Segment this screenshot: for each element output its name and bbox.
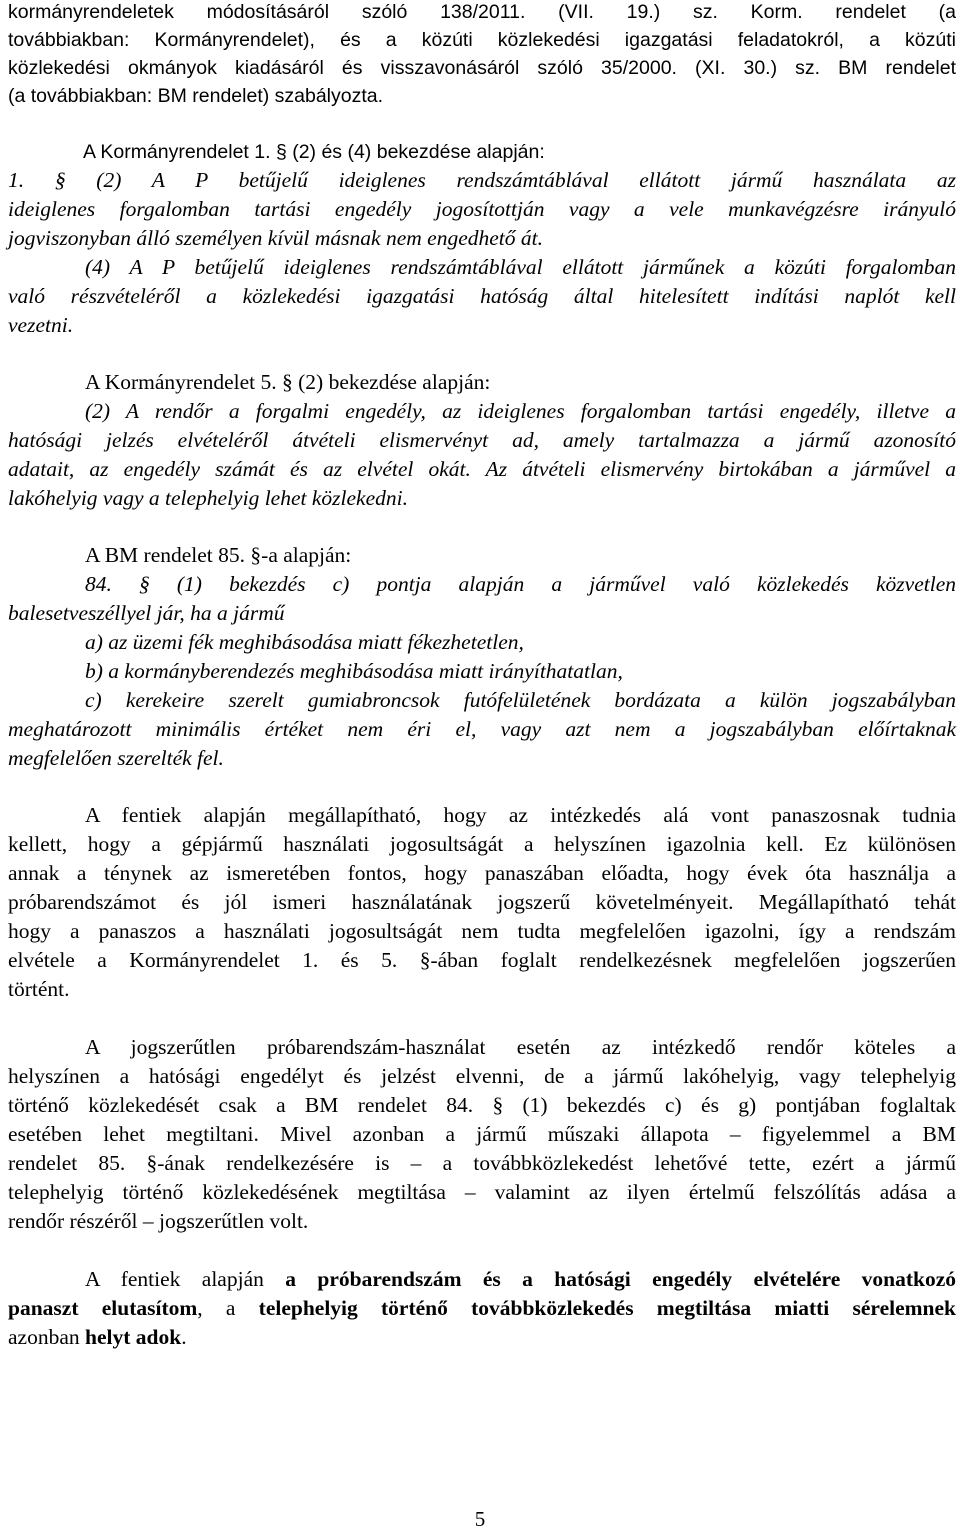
paragraph-line: rendelet 85. §-ának rendelkezésére is – a továbbközlekedést lehetővé tette, ezért a jármű (8, 1151, 956, 1175)
quote-line: jogviszonyban álló személyen kívül másnak nem engedhető át. (8, 226, 543, 250)
quote-line: lakóhelyig vagy a telephelyig lehet közlekedni. (8, 486, 408, 510)
section-heading: A Kormányrendelet 1. § (2) és (4) bekezdése alapján: (83, 141, 545, 163)
quote-line: megfelelően szerelték fel. (8, 746, 224, 770)
section-heading: A Kormányrendelet 5. § (2) bekezdése alapján: (85, 370, 491, 394)
paragraph-line: A jogszerűtlen próbarendszám-használat esetén az intézkedő rendőr köteles a (85, 1035, 956, 1059)
conclusion-bold-text: panaszt elutasítom (8, 1296, 198, 1320)
conclusion-bold-text: helyt adok (85, 1325, 182, 1349)
quote-line: c) kerekeire szerelt gumiabroncsok futófelületének bordázata a külön jogszabályban (85, 688, 956, 712)
paragraph-line: telephelyig történő közlekedésének megtiltása – valamint az ilyen értelmű felszólítás adása a (8, 1180, 956, 1204)
conclusion-text: A fentiek alapján (85, 1267, 286, 1291)
quote-line: való részvételéről a közlekedési igazgatási hatóság által hitelesített indítási naplót kell (8, 284, 956, 308)
paragraph-line: kellett, hogy a gépjármű használati jogosultságát a helyszínen igazolnia kell. Ez különösen (8, 832, 956, 856)
quote-line: balesetveszéllyel jár, ha a jármű (8, 601, 285, 625)
text-line: (a továbbiakban: BM rendelet) szabályozta. (8, 85, 384, 107)
paragraph-line: helyszínen a hatósági engedélyt és jelzést elvenni, de a jármű lakóhelyig, vagy telephelyig (8, 1064, 956, 1088)
quote-line: a) az üzemi fék meghibásodása miatt fékezhetetlen, (85, 630, 524, 654)
quote-line: vezetni. (8, 313, 74, 337)
conclusion-text: , a (197, 1296, 259, 1320)
paragraph-line: történő közlekedését csak a BM rendelet 84. § (1) bekezdés c) és g) pontjában foglaltak (8, 1093, 956, 1117)
quote-line: adatait, az engedély számát és az elvétel okát. Az átvételi elismervény birtokában a járművel a (8, 457, 956, 481)
conclusion-line (8, 1323, 956, 1351)
quote-line: (2) A rendőr a forgalmi engedély, az ideiglenes forgalomban tartási engedély, illetve a (85, 399, 956, 423)
conclusion-text: azonban (8, 1325, 86, 1349)
paragraph-line: A fentiek alapján megállapítható, hogy az intézkedés alá vont panaszosnak tudnia (85, 803, 956, 827)
text-line: továbbiakban: Kormányrendelet), és a közúti közlekedési igazgatási feladatokról, a közúti (8, 29, 956, 51)
paragraph-line: annak a ténynek az ismeretében fontos, hogy panaszában előadta, hogy évek óta használja a (8, 861, 956, 885)
quote-line: hatósági jelzés elvételéről átvételi elismervényt ad, amely tartalmazza a jármű azonosító (8, 428, 956, 452)
conclusion-line (85, 1265, 956, 1293)
paragraph-line: hogy a panaszos a használati jogosultságát nem tudta megfelelően igazolni, így a rendszám (8, 919, 956, 943)
text-line: kormányrendeletek módosításáról szóló 138/2011. (VII. 19.) sz. Korm. rendelet (a (8, 1, 956, 23)
quote-line: 84. § (1) bekezdés c) pontja alapján a járművel való közlekedés közvetlen (85, 572, 956, 596)
text-line: közlekedési okmányok kiadásáról és visszavonásáról szóló 35/2000. (XI. 30.) sz. BM rendelet (8, 57, 956, 79)
paragraph-line: esetében lehet megtiltani. Mivel azonban a jármű műszaki állapota – figyelemmel a BM (8, 1122, 956, 1146)
conclusion-line (8, 1294, 956, 1322)
quote-line: ideiglenes forgalomban tartási engedély jogosítottján vagy a vele munkavégzésre irányuló (8, 197, 956, 221)
page-number: 5 (474, 1507, 486, 1531)
paragraph-line: történt. (8, 977, 70, 1001)
paragraph-line: próbarendszámot és jól ismeri használatának jogszerű követelményeit. Megállapítható tehát (8, 890, 956, 914)
conclusion-bold-text: telephelyig történő továbbközlekedés megtiltása miatti sérelemnek (258, 1296, 957, 1320)
quote-line: (4) A P betűjelű ideiglenes rendszámtáblával ellátott járműnek a közúti forgalomban (85, 255, 956, 279)
paragraph-line: elvétele a Kormányrendelet 1. és 5. §-ában foglalt rendelkezésnek megfelelően jogszerűen (8, 948, 956, 972)
quote-line: 1. § (2) A P betűjelű ideiglenes rendszámtáblával ellátott jármű használata az (8, 168, 956, 192)
quote-line: meghatározott minimális értéket nem éri el, vagy azt nem a jogszabályban előírtaknak (8, 717, 956, 741)
quote-line: b) a kormányberendezés meghibásodása miatt irányíthatatlan, (85, 659, 623, 683)
section-heading: A BM rendelet 85. §-a alapján: (85, 543, 352, 567)
paragraph-line: rendőr részéről – jogszerűtlen volt. (8, 1209, 309, 1233)
conclusion-bold-text: a próbarendszám és a hatósági engedély elvételére vonatkozó (285, 1267, 956, 1291)
conclusion-text: . (181, 1325, 187, 1349)
